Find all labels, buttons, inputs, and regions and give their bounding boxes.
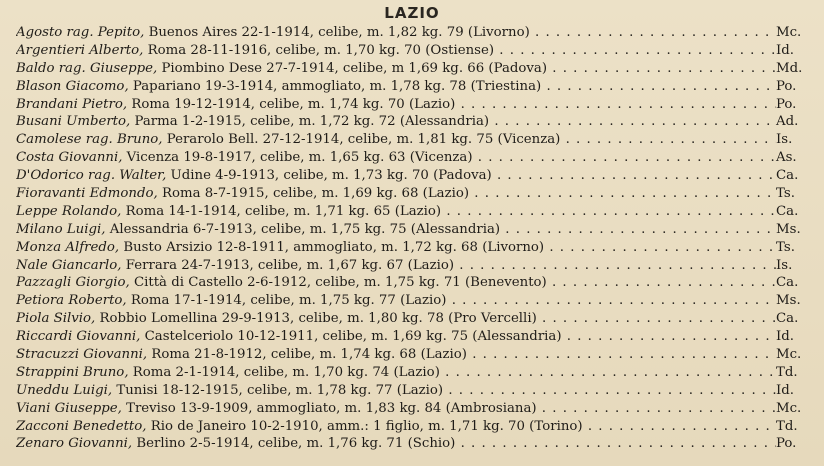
player-name: Riccardi Giovanni,: [16, 329, 141, 345]
list-item: [16, 328, 816, 346]
player-details: Vicenza 19-8-1917, celibe, m. 1,65 kg. 63 (Vicenza): [126, 150, 473, 166]
entry-text: [16, 418, 776, 436]
role-code: Ts.: [776, 239, 795, 255]
entry-text: [16, 310, 776, 328]
player-name: Agosto rag. Pepito,: [16, 25, 145, 40]
player-name: Costa Giovanni,: [16, 150, 123, 166]
player-name: Stracuzzi Giovanni,: [16, 347, 148, 363]
player-details: Roma 8-7-1915, celibe, m. 1,69 kg. 68 (Lazio): [161, 186, 470, 202]
role-code: Ms.: [776, 221, 801, 237]
role-code: Po.: [776, 96, 797, 112]
entry-text: [16, 60, 776, 78]
role-code: As.: [776, 150, 797, 166]
list-item: [16, 310, 816, 328]
player-name: Milano Luigi,: [16, 221, 106, 237]
role-code: Mc.: [776, 400, 802, 416]
role-code: Ad.: [776, 114, 799, 130]
player-name: Brandani Pietro,: [16, 96, 128, 112]
list-item: [16, 239, 816, 257]
player-name: D'Odorico rag. Walter,: [16, 168, 167, 184]
player-details: Roma 14-1-1914, celibe, m. 1,71 kg. 65 (Lazio): [125, 203, 442, 219]
list-item: [16, 42, 816, 60]
entry-text: [16, 328, 776, 346]
role-code: Po.: [776, 436, 797, 452]
list-item: [16, 364, 816, 382]
player-name: Pazzagli Giorgio,: [16, 275, 130, 291]
list-item: [16, 203, 816, 221]
entry-text: [16, 113, 776, 131]
entry-text: [16, 149, 776, 167]
role-code: Mc.: [776, 25, 802, 40]
role-code: Ca.: [776, 311, 799, 327]
list-item: [16, 60, 816, 78]
player-name: Strappini Bruno,: [16, 364, 129, 380]
entry-text: [16, 131, 776, 149]
role-code: Ca.: [776, 275, 799, 291]
player-name: Leppe Rolando,: [16, 203, 122, 219]
entry-text: [16, 221, 776, 239]
player-details: Roma 2-1-1914, celibe, m. 1,70 kg. 74 (Lazio): [132, 364, 440, 380]
player-name: Argentieri Alberto,: [16, 42, 144, 58]
entry-text: [16, 96, 776, 114]
list-item: [16, 149, 816, 167]
list-item: [16, 418, 816, 436]
section-title: LAZIO: [384, 4, 440, 22]
player-name: Zacconi Benedetto,: [16, 418, 147, 434]
player-name: Zenaro Giovanni,: [16, 436, 133, 452]
role-code: Ms.: [776, 293, 801, 309]
entry-text: [16, 203, 776, 221]
role-code: Td.: [776, 418, 798, 434]
list-item: [16, 382, 816, 400]
entry-text: [16, 274, 776, 292]
role-code: Mc.: [776, 347, 802, 363]
entry-text: [16, 42, 776, 60]
list-item: [16, 221, 816, 239]
player-name: Piola Silvio,: [16, 311, 96, 327]
player-details: Buenos Aires 22-1-1914, celibe, m. 1,82 kg. 79 (Livorno): [148, 25, 530, 40]
list-item: [16, 131, 816, 149]
role-code: Td.: [776, 364, 798, 380]
player-details: Città di Castello 2-6-1912, celibe, m. 1,75 kg. 71 (Benevento): [133, 275, 547, 291]
player-details: Robbio Lomellina 29-9-1913, celibe, m. 1,80 kg. 78 (Pro Vercelli): [99, 311, 537, 327]
player-details: Parma 1-2-1915, celibe, m. 1,72 kg. 72 (Alessandria): [134, 114, 490, 130]
list-item: [16, 24, 816, 42]
list-item: [16, 346, 816, 364]
player-details: Roma 19-12-1914, celibe, m. 1,74 kg. 70 (Lazio): [131, 96, 456, 112]
list-item: [16, 435, 816, 453]
player-details: Alessandria 6-7-1913, celibe, m. 1,75 kg. 75 (Alessandria): [109, 221, 501, 237]
list-item: [16, 400, 816, 418]
player-name: Petiora Roberto,: [16, 293, 127, 309]
list-item: [16, 274, 816, 292]
player-name: Fioravanti Edmondo,: [16, 186, 158, 202]
entry-text: [16, 167, 776, 185]
entry-text: [16, 346, 776, 364]
list-item: [16, 113, 816, 131]
entry-text: [16, 292, 776, 310]
role-code: Po.: [776, 78, 797, 94]
list-item: [16, 292, 816, 310]
role-code: Ts.: [776, 186, 795, 202]
player-details: Perarolo Bell. 27-12-1914, celibe, m. 1,81 kg. 75 (Vicenza): [166, 132, 561, 148]
player-details: Roma 28-11-1916, celibe, m. 1,70 kg. 70 (Ostiense): [147, 42, 495, 58]
player-name: Blason Giacomo,: [16, 78, 129, 94]
player-details: Treviso 13-9-1909, ammogliato, m. 1,83 kg. 84 (Ambrosiana): [126, 400, 537, 416]
list-item: [16, 257, 816, 275]
player-details: Papariano 19-3-1914, ammogliato, m. 1,78 kg. 78 (Triestina): [132, 78, 542, 94]
entry-text: [16, 257, 776, 275]
player-name: Busani Umberto,: [16, 114, 131, 130]
role-code: Id.: [776, 382, 794, 398]
player-details: Ferrara 24-7-1913, celibe, m. 1,67 kg. 67 (Lazio): [125, 257, 455, 273]
player-details: Rio de Janeiro 10-2-1910, amm.: 1 figlio, m. 1,71 kg. 70 (Torino): [150, 418, 583, 434]
entry-text: [16, 364, 776, 382]
role-code: Is.: [776, 257, 793, 273]
player-details: Busto Arsizio 12-8-1911, ammogliato, m. 1,72 kg. 68 (Livorno): [123, 239, 545, 255]
player-details: Tunisi 18-12-1915, celibe, m. 1,78 kg. 77 (Lazio): [116, 382, 444, 398]
entry-text: [16, 24, 776, 42]
player-name: Viani Giuseppe,: [16, 400, 122, 416]
player-details: Piombino Dese 27-7-1914, celibe, m 1,69 kg. 66 (Padova): [161, 60, 548, 76]
player-name: Camolese rag. Bruno,: [16, 132, 163, 148]
list-item: [16, 167, 816, 185]
entry-text: [16, 78, 776, 96]
player-name: Monza Alfredo,: [16, 239, 120, 255]
list-item: [16, 78, 816, 96]
player-details: Roma 21-8-1912, celibe, m. 1,74 kg. 68 (Lazio): [151, 347, 467, 363]
entry-text: [16, 435, 776, 453]
role-code: Id.: [776, 329, 794, 345]
player-details: Berlino 2-5-1914, celibe, m. 1,76 kg. 71 (Schio): [136, 436, 456, 452]
role-code: Id.: [776, 42, 794, 58]
player-name: Uneddu Luigi,: [16, 382, 113, 398]
role-code: Is.: [776, 132, 793, 148]
list-item: [16, 185, 816, 203]
player-name: Baldo rag. Giuseppe,: [16, 60, 158, 76]
role-code: Md.: [776, 60, 803, 76]
player-list: [16, 24, 816, 453]
entry-text: [16, 382, 776, 400]
role-code: Ca.: [776, 168, 799, 184]
player-details: Udine 4-9-1913, celibe, m. 1,73 kg. 70 (Padova): [170, 168, 492, 184]
role-code: Ca.: [776, 203, 799, 219]
list-item: [16, 96, 816, 114]
player-details: Castelceriolo 10-12-1911, celibe, m. 1,69 kg. 75 (Alessandria): [144, 329, 562, 345]
entry-text: [16, 185, 776, 203]
player-name: Nale Giancarlo,: [16, 257, 122, 273]
entry-text: [16, 239, 776, 257]
entry-text: [16, 400, 776, 418]
player-details: Roma 17-1-1914, celibe, m. 1,75 kg. 77 (Lazio): [130, 293, 447, 309]
